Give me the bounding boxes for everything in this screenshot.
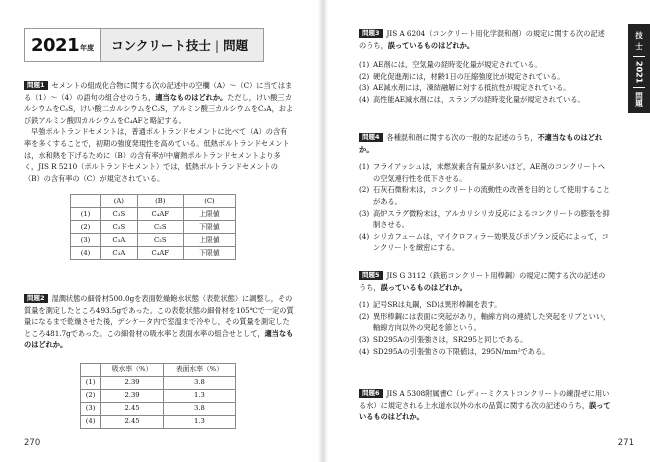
- option: [359, 59, 611, 71]
- question-4-stem: [359, 132, 611, 155]
- question-4-text: 各種混和剤に関する次の一般的な記述のうち，: [386, 133, 538, 142]
- question-6-bold: 誤っているものはどれか。: [359, 400, 611, 422]
- table-cell: 1.3: [163, 415, 235, 428]
- option-text: シリカフュームは，マイクロフィラー効果及びポゾラン反応によって，コンクリートを緻密にする。: [373, 231, 609, 253]
- option-number: (3): [359, 83, 370, 93]
- question-3-text: JIS A 6204（コンクリート用化学混和剤）の規定に関する次の記述のうち，: [359, 29, 605, 50]
- option: [359, 184, 611, 207]
- book-gutter: [318, 0, 328, 462]
- question-1-stem: [24, 80, 294, 126]
- question-4-bold: 不適当なものはどれか。: [359, 133, 603, 154]
- table-cell: 3.8: [163, 376, 235, 389]
- table-row: [81, 389, 236, 402]
- page-header: [24, 28, 264, 62]
- question-2-stem: [24, 293, 294, 351]
- table-cell: 3.8: [163, 402, 235, 415]
- question-5-stem: [359, 270, 611, 293]
- tab-label-1: 技: [635, 31, 643, 40]
- table-cell: 1.3: [163, 389, 235, 402]
- question-4-tag: 問題4: [359, 133, 383, 142]
- question-3: [359, 28, 611, 106]
- table-cell: 下限値: [183, 247, 235, 260]
- table-row: [81, 415, 236, 428]
- table-row: [71, 221, 236, 234]
- table-cell: (4): [81, 415, 101, 428]
- question-1-text: セメントの組成化合物に関する次の記述中の空欄（A）～（C）に当てはまる（1）～（4）の語句の組合せのうち，: [24, 81, 293, 102]
- header-year: 2021: [31, 34, 80, 56]
- chapter-tab: [628, 24, 650, 113]
- table-cell: C₂S: [137, 234, 183, 247]
- table-cell: (4): [71, 247, 101, 260]
- option: [359, 94, 611, 106]
- table-header-cell: [81, 363, 101, 376]
- question-2-bold: 適当なものはどれか。: [24, 328, 294, 350]
- page-number-right: 271: [617, 438, 634, 448]
- header-separator: |: [214, 38, 220, 53]
- option-number: (2): [359, 71, 370, 81]
- option: [359, 161, 611, 184]
- question-1: [24, 80, 294, 260]
- table-cell: C₃S: [101, 221, 138, 234]
- option-number: (4): [359, 346, 370, 356]
- option-text: 石灰石微粉末は，コンクリートの流動性の改善を目的として使用することがある。: [373, 185, 611, 206]
- table-cell: (2): [81, 389, 101, 402]
- question-5-tag: 問題5: [359, 271, 383, 280]
- question-1-bold: 適当なものはどれか。: [155, 92, 228, 102]
- option: [359, 346, 611, 358]
- option: [359, 311, 611, 334]
- option-number: (4): [359, 231, 370, 241]
- tab-divider: [633, 56, 645, 57]
- question-1-table: [70, 194, 236, 260]
- option-text: SD295Aの引張強さの下限値は，295N/mm²である。: [373, 346, 550, 356]
- table-cell: 2.39: [101, 389, 164, 402]
- table-cell: 2.39: [101, 376, 164, 389]
- table-cell: C₃A: [101, 234, 138, 247]
- table-header-cell: (A): [101, 195, 138, 208]
- table-row: [71, 234, 236, 247]
- option-number: (4): [359, 94, 370, 104]
- header-year-suffix: 年度: [80, 44, 95, 52]
- option-number: (1): [359, 300, 370, 310]
- option-number: (2): [359, 311, 370, 321]
- option-text: 高性能AE減水剤には，スランプの経時変化量が規定されている。: [373, 94, 585, 104]
- question-2-table: [80, 363, 236, 429]
- option-text: AE剤には，空気量の経時変化量が規定されている。: [373, 60, 542, 70]
- table-header-cell: [71, 195, 101, 208]
- question-5: [359, 270, 611, 357]
- table-header-cell: 吸水率（%）: [101, 363, 164, 376]
- option-text: 高炉スラグ微粉末は，アルカリシリカ反応によるコンクリートの膨張を抑制させる。: [373, 208, 610, 230]
- question-3-tag: 問題3: [359, 29, 383, 38]
- table-cell: (3): [71, 234, 101, 247]
- option: [359, 82, 611, 94]
- question-3-stem: [359, 28, 611, 51]
- tab-year: 2021: [634, 61, 644, 84]
- table-header-row: [71, 195, 236, 208]
- question-5-text: JIS G 3112（鉄筋コンクリート用棒鋼）の規定に関する次の記述のうち，: [359, 271, 606, 292]
- header-title-text: コンクリート技士: [111, 38, 211, 53]
- table-row: [71, 208, 236, 221]
- header-title: [101, 36, 248, 54]
- option-number: (3): [359, 334, 370, 344]
- option-text: 記号SRは丸鋼，SDは異形棒鋼を表す。: [373, 300, 502, 310]
- question-4-options: [359, 161, 611, 254]
- table-cell: C₄AF: [137, 208, 183, 221]
- table-row: [81, 402, 236, 415]
- question-1-tag: 問題1: [24, 81, 48, 90]
- option: [359, 299, 611, 311]
- option-text: フライアッシュは，未燃炭素含有量が多いほど，AE剤のコンクリートへの空気連行性を低下させる。: [373, 162, 606, 183]
- header-section: 問題: [223, 38, 249, 53]
- question-5-options: [359, 299, 611, 357]
- option-number: (1): [359, 162, 370, 172]
- table-cell: 上限値: [183, 234, 235, 247]
- table-cell: C₂S: [137, 221, 183, 234]
- tab-divider: [633, 87, 645, 88]
- option-text: 硬化促進剤には，材齢1日の圧縮強度比が規定されている。: [373, 71, 565, 81]
- table-header-cell: (C): [183, 195, 235, 208]
- table-cell: 上限値: [183, 208, 235, 221]
- tab-section: 問題: [634, 92, 644, 108]
- question-2-text: 湿潤状態の細骨材500.0gを表面乾燥飽水状態（表乾状態）に調整し，その質量を測定したところ493.5gであった。この表乾状態の細骨材を105℃で一定の質量になるまで乾燥させた後，デシケータ内で室温まで冷やし，その質量を測定したところ481.7gであった。この細骨材の吸水率と表面水率の組合せとして，: [24, 294, 294, 338]
- table-row: [81, 376, 236, 389]
- question-5-bold: 誤っているものはどれか。: [380, 282, 467, 292]
- table-header-cell: (B): [137, 195, 183, 208]
- option: [359, 334, 611, 346]
- table-header-cell: 表面水率（%）: [163, 363, 235, 376]
- option-number: (3): [359, 208, 370, 218]
- option-number: (1): [359, 60, 370, 70]
- table-cell: 2.45: [101, 415, 164, 428]
- table-cell: C₄AF: [137, 247, 183, 260]
- right-page: [321, 0, 650, 462]
- option-text: 異形棒鋼には表面に突起があり，軸線方向の連続した突起をリブといい，軸線方向以外の突起を節という。: [373, 311, 611, 333]
- question-2-tag: 問題2: [24, 294, 48, 303]
- option: [359, 231, 611, 254]
- table-cell: C₃A: [101, 247, 138, 260]
- question-6-text: JIS A 5308附属書C（レディーミクストコンクリートの練混ぜに用いる水）に規定される上水道水以外の水の品質に関する次の記述のうち，: [359, 389, 610, 410]
- option: [359, 71, 611, 83]
- table-cell: (1): [81, 376, 101, 389]
- question-6-stem: [359, 388, 611, 423]
- question-1-paragraph: 早強ポルトランドセメントは，普通ポルトランドセメントに比べて（A）の含有率を多くすることで，初期の強度発現性を高めている。低熱ポルトランドセメントは，水和熱を下げるために（B）の含有率が中庸熱ポルトランドセメントより多く，JIS R 5210（ポルトランドセメント）では，低熱ポルトランドセメントの（B）の含有率の（C）が規定されている。: [24, 127, 290, 183]
- table-cell: 2.45: [101, 402, 164, 415]
- page-number-left: 270: [24, 438, 41, 448]
- question-2: [24, 293, 294, 429]
- table-cell: (2): [71, 221, 101, 234]
- table-cell: 下限値: [183, 221, 235, 234]
- table-cell: (3): [81, 402, 101, 415]
- left-page: [0, 0, 321, 462]
- option-text: AE減水剤には，凍結融解に対する抵抗性が規定されている。: [373, 83, 571, 93]
- question-6: [359, 388, 611, 423]
- option-number: (2): [359, 185, 370, 195]
- table-cell: C₃S: [101, 208, 138, 221]
- question-1-text2: ただし，けい酸三カルシウムをC₃S，けい酸二カルシウムをC₂S，アルミン酸三カルシウムをC₃A，および鉄アルミン酸四カルシウムをC₄AFと略記する。: [24, 92, 294, 125]
- question-6-tag: 問題6: [359, 389, 383, 398]
- option-text: SD295Aの引張強さは，SR295と同じである。: [373, 334, 528, 344]
- table-row: [71, 247, 236, 260]
- option: [359, 208, 611, 231]
- question-3-options: [359, 59, 611, 105]
- year-box: [25, 29, 101, 61]
- question-4: [359, 132, 611, 254]
- tab-label-2: 士: [635, 42, 643, 51]
- table-header-row: [81, 363, 236, 376]
- question-3-bold: 誤っているものはどれか。: [387, 40, 475, 50]
- table-cell: (1): [71, 208, 101, 221]
